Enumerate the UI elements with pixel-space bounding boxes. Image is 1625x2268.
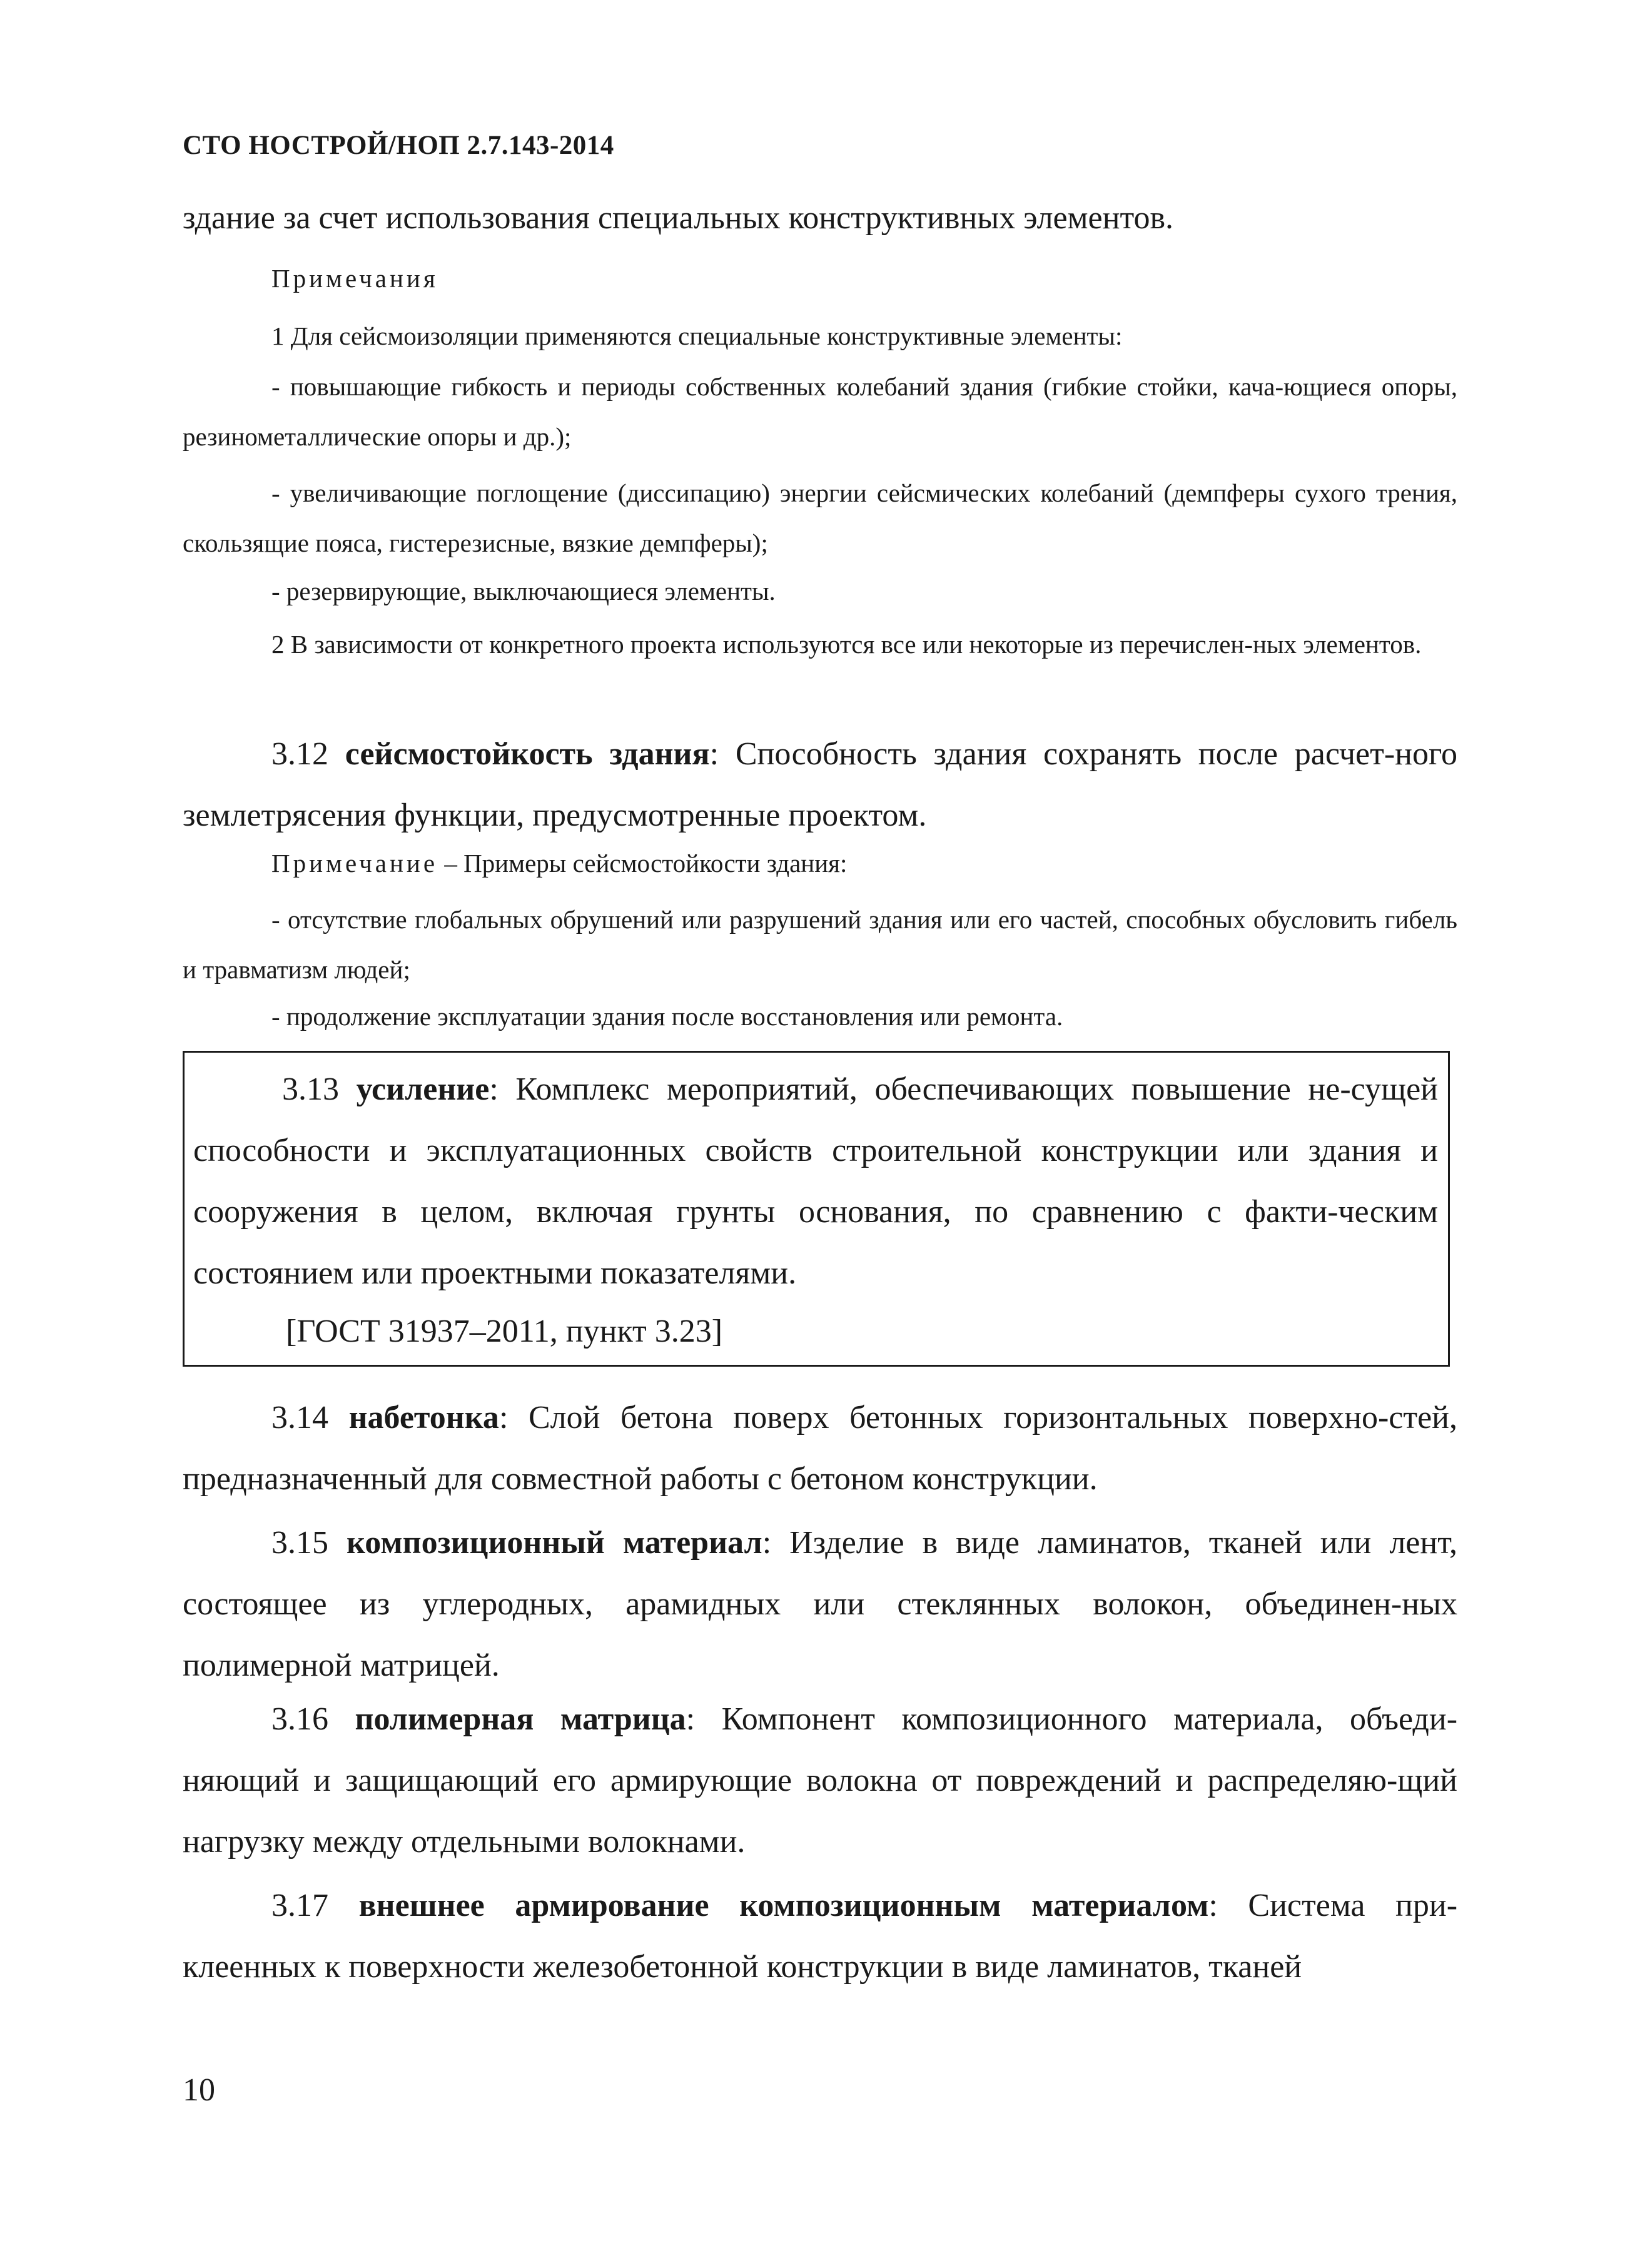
note-text: – Примеры сейсмостойкости здания: [438,849,848,878]
term-name: сейсмостойкость здания [345,736,710,772]
term-number: 3.17 [271,1888,328,1923]
note-1-bullet-3: - резервирующие, выключающиеся элементы. [271,577,776,605]
term-definition: : Система при-клеенных к поверхности железобетонной конструкции в виде ламинатов, тканей [183,1888,1458,1985]
term-3-12-bullet-2: - продолжение эксплуатации здания после восстановления или ремонта. [271,1002,1063,1031]
term-3-12-bullet-1: - отсутствие глобальных обрушений или разрушений здания или его частей, способных обусловить гибель и травматизм людей; [183,905,1457,984]
term-number: 3.13 [282,1071,339,1107]
term-name: полимерная матрица [355,1701,686,1737]
term-definition: : Изделие в виде ламинатов, тканей или лент, состоящее из углеродных, арамидных или стеклянных волокон, объединен-ных полимерной матрицей. [183,1525,1458,1683]
term-3-17 [183,1875,1457,1998]
notes-heading: Примечания [271,264,438,293]
term-name: усиление [356,1071,490,1107]
framed-term-3-13 [183,1051,1450,1367]
note-label: Примечание [271,849,438,878]
term-definition: : Способность здания сохранять после расчет-ного землетрясения функции, предусмотренные проектом. [183,736,1458,833]
note-1-bullet-1: - повышающие гибкость и периоды собственных колебаний здания (гибкие стойки, кача-ющиеся опоры, резинометаллические опоры и др.); [183,372,1457,451]
term-definition: : Компонент композиционного материала, объеди-няющий и защищающий его армирующие волокна от повреждений и распределяю-щий нагрузку между отдельными волокнами. [183,1701,1458,1860]
note-1: 1 Для сейсмоизоляции применяются специальные конструктивные элементы: [271,321,1123,350]
term-3-12 [183,724,1457,846]
term-3-15 [183,1512,1457,1696]
term-name: композиционный материал [346,1525,762,1561]
term-number: 3.12 [271,736,328,772]
term-definition: : Слой бетона поверх бетонных горизонтальных поверхно-стей, предназначенный для совместной работы с бетоном конструкции. [183,1400,1457,1497]
term-3-13 [193,1059,1438,1304]
document-header: СТО НОСТРОЙ/НОП 2.7.143-2014 [183,131,614,160]
note-1-bullet-2: - увеличивающие поглощение (диссипацию) энергии сейсмических колебаний (демпферы сухого трения, скользящие пояса, гистерезисные, вязкие демпферы); [183,478,1457,557]
term-number: 3.16 [271,1701,328,1737]
term-definition: : Комплекс мероприятий, обеспечивающих повышение не-сущей способности и эксплуатационных свойств строительной конструкции или здания и сооружения в целом, включая грунты основания, по сравнению с факти-ческим состоянием или проектными показателями. [193,1071,1438,1291]
term-3-12-note [183,838,1457,888]
note-2: 2 В зависимости от конкретного проекта используются все или некоторые из перечислен-ных элементов. [271,630,1422,659]
term-number: 3.14 [271,1400,328,1435]
term-3-13-reference: [ГОСТ 31937–2011, пункт 3.23] [286,1314,723,1349]
term-3-14 [183,1387,1457,1510]
term-name: внешнее армирование композиционным материалом [358,1888,1209,1923]
page-number: 10 [183,2072,215,2108]
term-3-16 [183,1689,1457,1873]
term-name: набетонка [348,1400,499,1435]
term-number: 3.15 [271,1525,328,1561]
intro-line: здание за счет использования специальных конструктивных элементов. [183,200,1174,236]
